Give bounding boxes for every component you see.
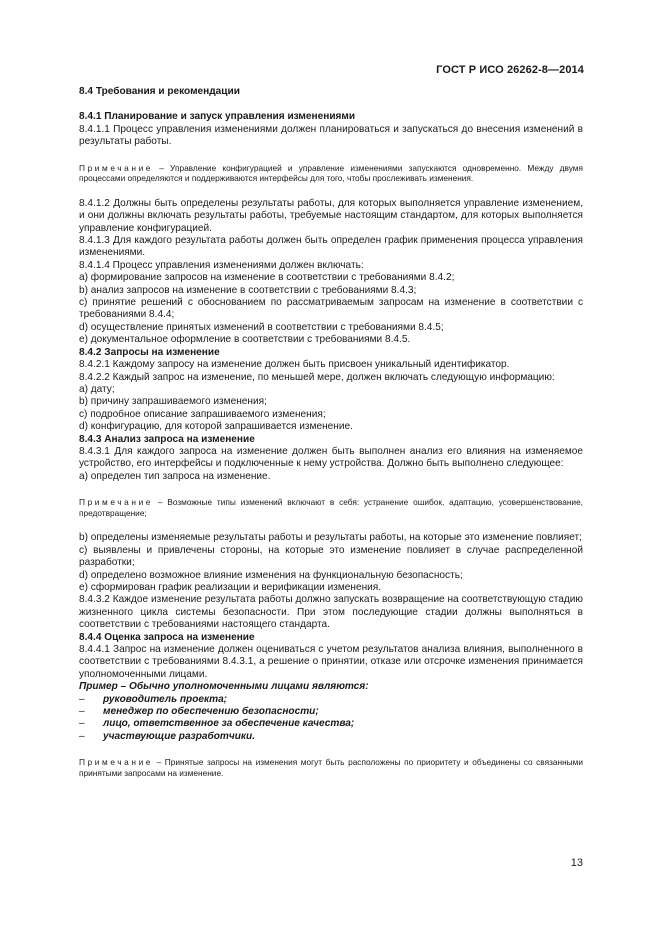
list-item: d) конфигурацию, для которой запрашивается изменение. — [79, 421, 353, 433]
note-2 — [79, 497, 583, 518]
section-8-4-3-title: 8.4.3 Анализ запроса на изменение — [79, 433, 255, 445]
document-body — [79, 86, 583, 778]
paragraph-8-4-3-2: 8.4.3.2 Каждое изменение результата работы должно запускать возвращение на соответствующую стадию жизненного цикла системы безопасности. При этом последующие стадии должны выполняться в соответствии с требованиями настоящего стандарта. — [79, 594, 583, 631]
example-item-text: участвующие разработчики. — [103, 730, 256, 742]
list-item: c) принятие решений с обоснованием по рассматриваемым запросам на изменение в соответствии с требованиями 8.4.4; — [79, 297, 583, 321]
section-8-4-1-title: 8.4.1 Планирование и запуск управления изменениями — [79, 111, 356, 123]
example-item — [79, 731, 583, 743]
example-item — [79, 694, 583, 706]
note-3 — [79, 757, 583, 778]
paragraph-8-4-1-1: 8.4.1.1 Процесс управления изменениями должен планироваться и запускаться до внесения изменений в результаты работы. — [79, 123, 583, 148]
paragraph-8-4-3-1: 8.4.3.1 Для каждого запроса на изменение должен быть выполнен анализ его влияния на изменяемое устройство, его интерфейсы и подключенные к нему устройства. Должно быть выполнено следующее: — [79, 445, 583, 470]
list-item: d) определено возможное влияние изменения на функциональную безопасность; — [79, 569, 463, 581]
list-item: a) определен тип запроса на изменение. — [79, 470, 271, 482]
note-label: Примечание — [79, 497, 154, 508]
note-text: – Возможные типы изменений включают в себя: устранение ошибок, адаптацию, усовершенствование, предотвращение; — [79, 497, 583, 518]
paragraph-8-4-2-2: 8.4.2.2 Каждый запрос на изменение, по меньшей мере, должен включать следующую информацию: — [79, 371, 555, 383]
example-item-text: менеджер по обеспечению безопасности; — [103, 706, 319, 718]
page-number: 13 — [570, 857, 583, 869]
list-item: a) формирование запросов на изменение в соответствии с требованиями 8.4.2; — [79, 272, 455, 284]
section-8-4-2-title: 8.4.2 Запросы на изменение — [79, 346, 220, 358]
section-8-4-4-title: 8.4.4 Оценка запроса на изменение — [79, 631, 255, 643]
list-item: e) документальное оформление в соответствии с требованиями 8.4.5. — [79, 334, 411, 346]
dash-bullet: – — [79, 693, 85, 705]
list-item: e) сформирован график реализации и верификации изменения. — [79, 581, 382, 593]
list-item: b) определены изменяемые результаты работы и результаты работы, на которые это изменение повлияет; — [79, 532, 582, 544]
standard-header: ГОСТ Р ИСО 26262-8—2014 — [436, 64, 584, 76]
note-text: – Управление конфигурацией и управление изменениями запускаются одновременно. Между двумя процессами определяются и поддерживаются интерфейсы для того, чтобы прослеживать изменения. — [79, 162, 583, 184]
note-label: Примечание — [79, 162, 154, 173]
example-item-text: руководитель проекта; — [103, 693, 228, 705]
dash-bullet: – — [79, 730, 85, 742]
paragraph-8-4-2-1: 8.4.2.1 Каждому запросу на изменение должен быть присвоен уникальный идентификатор. — [79, 359, 510, 371]
list-item: d) осуществление принятых изменений в соответствии с требованиями 8.4.5; — [79, 321, 444, 333]
note-text: – Принятые запросы на изменения могут быть расположены по приоритету и объединены со связанными принятыми запросами на изменение. — [79, 757, 583, 778]
example-title: Пример – Обычно уполномоченными лицами являются: — [79, 681, 369, 693]
list-item: b) причину запрашиваемого изменения; — [79, 396, 267, 408]
dash-bullet: – — [79, 706, 85, 718]
list-item: b) анализ запросов на изменение в соответствии с требованиями 8.4.3; — [79, 284, 417, 296]
example-item-text: лицо, ответственное за обеспечение качества; — [103, 718, 355, 730]
paragraph-8-4-1-3: 8.4.1.3 Для каждого результата работы должен быть определен график применения процесса управления изменениями. — [79, 235, 583, 259]
paragraph-8-4-1-2: 8.4.1.2 Должны быть определены результаты работы, для которых выполняется управление изменением, и они должны включать результаты работы, требуемые настоящим стандартом, для которых выполняется управление конфигурацией. — [79, 197, 583, 234]
list-item: a) дату; — [79, 383, 115, 395]
list-item: c) подробное описание запрашиваемого изменения; — [79, 408, 326, 420]
example-item — [79, 706, 583, 718]
dash-bullet: – — [79, 718, 85, 730]
note-1 — [79, 163, 583, 184]
list-item: c) выявлены и привлечены стороны, на которые это изменение повлияет в случае распределенной разработки; — [79, 544, 583, 569]
paragraph-8-4-4-1: 8.4.4.1 Запрос на изменение должен оцениваться с учетом результатов анализа влияния, выполненного в соответствии с требованиями 8.4.3.1, а решение о принятии, отказе или отсрочке изменения принимается уполномоченными лицами. — [79, 644, 583, 680]
note-label: Примечание — [79, 757, 154, 768]
section-8-4-title: 8.4 Требования и рекомендации — [79, 86, 240, 97]
example-item — [79, 718, 583, 730]
paragraph-8-4-1-4: 8.4.1.4 Процесс управления изменениями должен включать: — [79, 259, 364, 271]
